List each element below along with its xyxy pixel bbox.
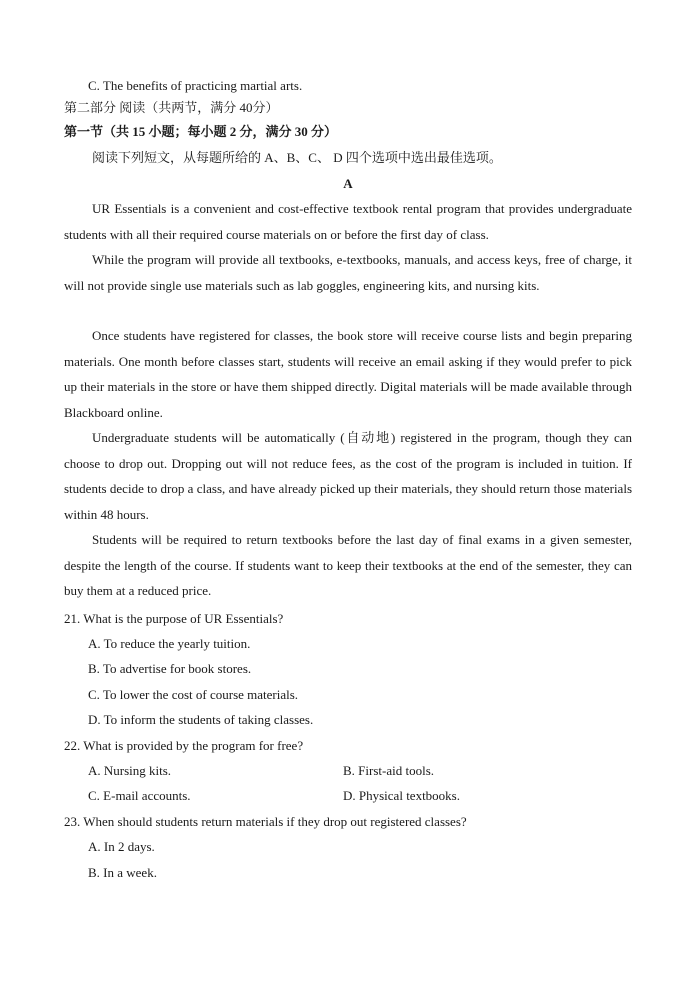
section-one-heading: 第一节（共 15 小题；每小题 2 分，满分 30 分）: [64, 124, 338, 139]
part-two-heading: 第二部分 阅读（共两节，满分 40分）: [64, 100, 279, 115]
question-22-option-b: B. First-aid tools.: [343, 763, 435, 778]
question-21-option-b: B. To advertise for book stores.: [88, 661, 252, 676]
previous-option-c: C. The benefits of practicing martial arts.: [88, 78, 303, 93]
question-22-option-a: A. Nursing kits.: [88, 763, 172, 778]
question-23-option-b: B. In a week.: [88, 865, 157, 880]
paragraph-1: UR Essentials is a convenient and cost-effective textbook rental program that provides undergraduate students with all their required course materials on or before the first day of class.: [64, 201, 632, 242]
question-22-stem: 22. What is provided by the program for free?: [64, 738, 304, 753]
question-22-option-c: C. E-mail accounts.: [88, 788, 191, 803]
passage-title: A: [343, 176, 353, 191]
question-21-stem: 21. What is the purpose of UR Essentials?: [64, 611, 284, 626]
paragraph-5: Students will be required to return textbooks before the last day of final exams in a given semester, despite the length of the course. If students want to keep their textbooks at the end of the semester, they can buy them at a reduced price.: [64, 532, 632, 598]
question-23-stem: 23. When should students return materials if they drop out registered classes?: [64, 814, 467, 829]
paragraph-3: Once students have registered for classes, the book store will receive course lists and begin preparing materials. One month before classes start, students will receive an email asking if they would prefer to pick up their materials in the store or have them shipped directly. Digital materials will be made available through Blackboard online.: [64, 328, 632, 420]
reading-instruction: 阅读下列短文，从每题所给的 A、B、C、 D 四个选项中选出最佳选项。: [92, 150, 502, 165]
paragraph-2: While the program will provide all textbooks, e-textbooks, manuals, and access keys, free of charge, it will not provide single use materials such as lab goggles, engineering kits, and nursing kits.: [64, 252, 632, 293]
question-21-option-a: A. To reduce the yearly tuition.: [88, 636, 251, 651]
question-21-option-d: D. To inform the students of taking classes.: [88, 712, 314, 727]
paragraph-4: Undergraduate students will be automatically (自动地) registered in the program, though they can choose to drop out. Dropping out will not reduce fees, as the cost of the program is included in tuition. If students decide to drop a class, and have already picked up their materials, they should return those materials within 48 hours.: [64, 430, 632, 522]
question-22-option-d: D. Physical textbooks.: [343, 788, 460, 803]
question-23-option-a: A. In 2 days.: [88, 839, 155, 854]
question-21-option-c: C. To lower the cost of course materials.: [88, 687, 299, 702]
